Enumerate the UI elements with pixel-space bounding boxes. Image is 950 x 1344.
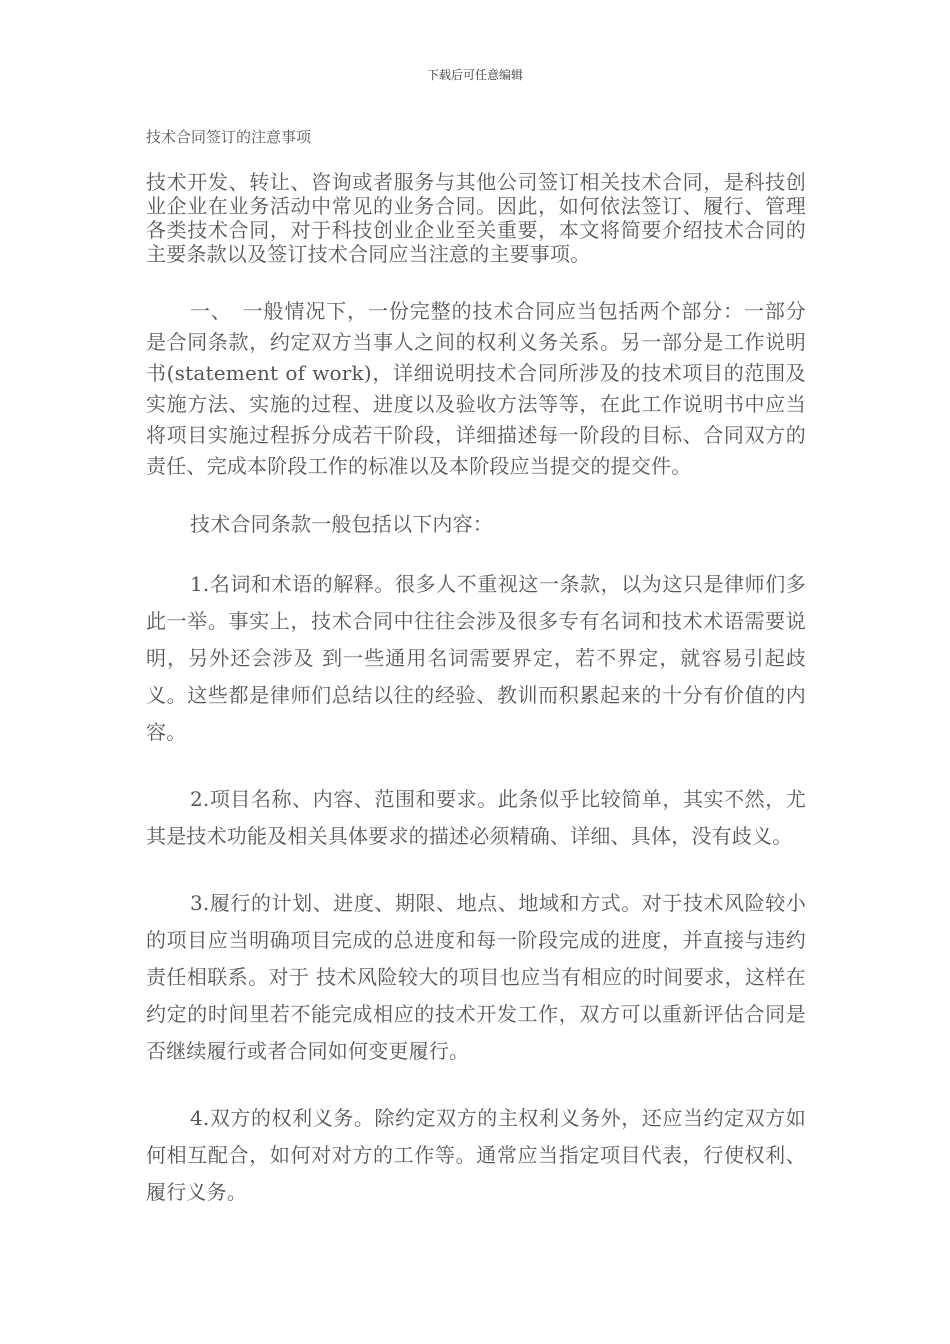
paragraph-intro: 技术开发、转让、咨询或者服务与其他公司签订相关技术合同，是科技创业企业在业务活动中常见的业务合同。因此，如何依法签订、履行、管理各类技术合同，对于科技创业企业至关重要，本文将简要介绍技术合同的主要条款以及签订技术合同应当注意的主要事项。 — [146, 170, 806, 266]
document-title: 技术合同签订的注意事项 — [146, 128, 312, 146]
paragraph-clause-1: 1.名词和术语的解释。很多人不重视这一条款，以为这只是律师们多此一举。事实上，技术合同中往往会涉及很多专有名词和技术术语需要说明，另外还会涉及 到一些通用名词需要界定，若不界定，就容易引起歧义。这些都是律师们总结以往的经验、教训而积累起来的十分有价值的内容。 — [146, 572, 806, 744]
paragraph-clause-4: 4.双方的权利义务。除约定双方的主权利义务外，还应当约定双方如何相互配合，如何对对方的工作等。通常应当指定项目代表，行使权利、履行义务。 — [146, 1106, 806, 1204]
paragraph-clause-2: 2.项目名称、内容、范围和要求。此条似乎比较简单，其实不然，尤其是技术功能及相关具体要求的描述必须精确、详细、具体，没有歧义。 — [146, 787, 806, 848]
paragraph-clauses-heading: 技术合同条款一般包括以下内容： — [190, 512, 493, 536]
page-header-note: 下载后可任意编辑 — [426, 68, 523, 82]
paragraph-section-one: 一、 一般情况下，一份完整的技术合同应当包括两个部分：一部分是合同条款，约定双方当事人之间的权利义务关系。另一部分是工作说明书(statement of work)，详细说明技术合同所涉及的技术项目的范围及实施方法、实施的过程、进度以及验收方法等等，在此工作说明书中应当将项目实施过程拆分成若干阶段，详细描述每一阶段的目标、合同双方的责任、完成本阶段工作的标准以及本阶段应当提交的提交件。 — [146, 299, 806, 478]
paragraph-clause-3: 3.履行的计划、进度、期限、地点、地域和方式。对于技术风险较小的项目应当明确项目完成的总进度和每一阶段完成的进度，并直接与违约责任相联系。对于 技术风险较大的项目也应当有相应的时间要求，这样在约定的时间里若不能完成相应的技术开发工作，双方可以重新评估合同是否继续履行或者合同如何变更履行。 — [146, 891, 806, 1063]
document-body — [146, 170, 806, 1241]
